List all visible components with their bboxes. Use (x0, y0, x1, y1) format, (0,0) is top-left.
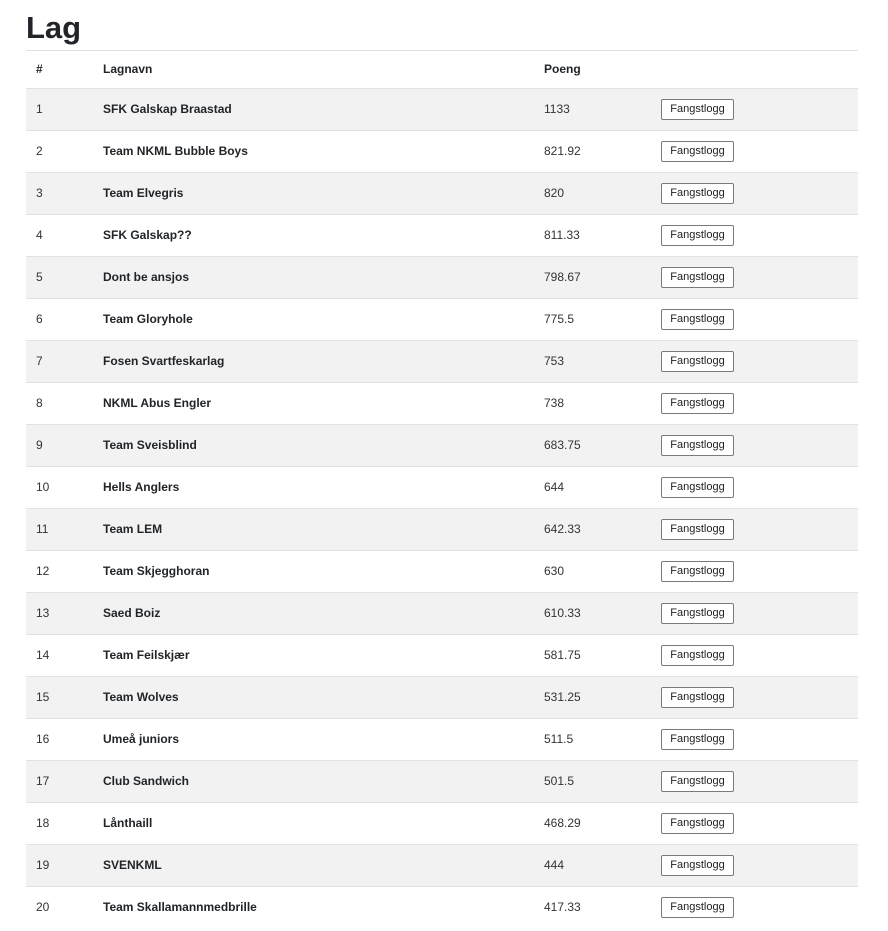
header-rank: # (26, 51, 93, 88)
team-points: 610.33 (534, 592, 651, 634)
catch-log-button[interactable]: Fangstlogg (661, 729, 734, 750)
catch-log-button[interactable]: Fangstlogg (661, 393, 734, 414)
team-name: SVENKML (93, 844, 534, 886)
action-cell (651, 844, 858, 886)
team-name: Hells Anglers (93, 466, 534, 508)
action-cell (651, 718, 858, 760)
catch-log-button[interactable]: Fangstlogg (661, 771, 734, 792)
team-rank: 7 (26, 340, 93, 382)
table-header (26, 51, 858, 88)
team-rank: 5 (26, 256, 93, 298)
action-cell (651, 592, 858, 634)
catch-log-button[interactable]: Fangstlogg (661, 561, 734, 582)
table-row (26, 508, 858, 550)
catch-log-button[interactable]: Fangstlogg (661, 855, 734, 876)
team-points: 753 (534, 340, 651, 382)
action-cell (651, 340, 858, 382)
catch-log-button[interactable]: Fangstlogg (661, 687, 734, 708)
team-points: 1133 (534, 88, 651, 130)
team-points: 820 (534, 172, 651, 214)
team-rank: 16 (26, 718, 93, 760)
team-points: 811.33 (534, 214, 651, 256)
table-row (26, 634, 858, 676)
action-cell (651, 466, 858, 508)
catch-log-button[interactable]: Fangstlogg (661, 183, 734, 204)
action-cell (651, 214, 858, 256)
team-points: 821.92 (534, 130, 651, 172)
catch-log-button[interactable]: Fangstlogg (661, 141, 734, 162)
table-row (26, 592, 858, 634)
catch-log-button[interactable]: Fangstlogg (661, 351, 734, 372)
table-row (26, 886, 858, 928)
team-points: 683.75 (534, 424, 651, 466)
header-team-name: Lagnavn (93, 51, 534, 88)
catch-log-button[interactable]: Fangstlogg (661, 519, 734, 540)
table-row (26, 88, 858, 130)
table-row (26, 130, 858, 172)
action-cell (651, 172, 858, 214)
catch-log-button[interactable]: Fangstlogg (661, 603, 734, 624)
team-rank: 12 (26, 550, 93, 592)
table-row (26, 676, 858, 718)
action-cell (651, 88, 858, 130)
table-row (26, 844, 858, 886)
team-points: 501.5 (534, 760, 651, 802)
team-rank: 17 (26, 760, 93, 802)
team-rank: 15 (26, 676, 93, 718)
teams-table (26, 51, 858, 928)
team-name: Dont be ansjos (93, 256, 534, 298)
team-points: 531.25 (534, 676, 651, 718)
catch-log-button[interactable]: Fangstlogg (661, 477, 734, 498)
header-row (26, 51, 858, 88)
team-name: Umeå juniors (93, 718, 534, 760)
team-points: 417.33 (534, 886, 651, 928)
table-row (26, 550, 858, 592)
team-name: NKML Abus Engler (93, 382, 534, 424)
team-rank: 11 (26, 508, 93, 550)
table-body (26, 88, 858, 928)
table-row (26, 760, 858, 802)
team-rank: 3 (26, 172, 93, 214)
team-points: 738 (534, 382, 651, 424)
team-points: 775.5 (534, 298, 651, 340)
team-rank: 9 (26, 424, 93, 466)
team-points: 468.29 (534, 802, 651, 844)
team-points: 581.75 (534, 634, 651, 676)
team-name: Club Sandwich (93, 760, 534, 802)
catch-log-button[interactable]: Fangstlogg (661, 897, 734, 918)
table-row (26, 424, 858, 466)
header-action (651, 51, 858, 88)
table-row (26, 172, 858, 214)
team-name: SFK Galskap?? (93, 214, 534, 256)
action-cell (651, 634, 858, 676)
action-cell (651, 298, 858, 340)
table-row (26, 340, 858, 382)
table-row (26, 256, 858, 298)
team-points: 642.33 (534, 508, 651, 550)
header-points: Poeng (534, 51, 651, 88)
action-cell (651, 676, 858, 718)
action-cell (651, 802, 858, 844)
team-rank: 10 (26, 466, 93, 508)
team-rank: 14 (26, 634, 93, 676)
team-name: Team Wolves (93, 676, 534, 718)
team-rank: 6 (26, 298, 93, 340)
team-points: 798.67 (534, 256, 651, 298)
catch-log-button[interactable]: Fangstlogg (661, 225, 734, 246)
team-points: 630 (534, 550, 651, 592)
table-row (26, 214, 858, 256)
page-container (26, 0, 858, 928)
team-points: 444 (534, 844, 651, 886)
team-name: Team Gloryhole (93, 298, 534, 340)
catch-log-button[interactable]: Fangstlogg (661, 309, 734, 330)
table-row (26, 466, 858, 508)
team-rank: 1 (26, 88, 93, 130)
catch-log-button[interactable]: Fangstlogg (661, 267, 734, 288)
table-row (26, 718, 858, 760)
action-cell (651, 760, 858, 802)
catch-log-button[interactable]: Fangstlogg (661, 435, 734, 456)
action-cell (651, 508, 858, 550)
table-row (26, 382, 858, 424)
action-cell (651, 886, 858, 928)
team-rank: 13 (26, 592, 93, 634)
action-cell (651, 550, 858, 592)
action-cell (651, 256, 858, 298)
team-name: Team Skallamannmedbrille (93, 886, 534, 928)
team-name: Team Skjegghoran (93, 550, 534, 592)
team-rank: 19 (26, 844, 93, 886)
team-points: 644 (534, 466, 651, 508)
team-name: Lånthaill (93, 802, 534, 844)
action-cell (651, 382, 858, 424)
team-rank: 2 (26, 130, 93, 172)
team-rank: 20 (26, 886, 93, 928)
team-name: Team LEM (93, 508, 534, 550)
team-name: Team Sveisblind (93, 424, 534, 466)
team-name: Team NKML Bubble Boys (93, 130, 534, 172)
team-name: SFK Galskap Braastad (93, 88, 534, 130)
catch-log-button[interactable]: Fangstlogg (661, 99, 734, 120)
team-name: Team Feilskjær (93, 634, 534, 676)
team-points: 511.5 (534, 718, 651, 760)
table-row (26, 802, 858, 844)
action-cell (651, 130, 858, 172)
catch-log-button[interactable]: Fangstlogg (661, 813, 734, 834)
catch-log-button[interactable]: Fangstlogg (661, 645, 734, 666)
team-rank: 8 (26, 382, 93, 424)
team-rank: 18 (26, 802, 93, 844)
team-rank: 4 (26, 214, 93, 256)
team-name: Saed Boiz (93, 592, 534, 634)
action-cell (651, 424, 858, 466)
team-name: Team Elvegris (93, 172, 534, 214)
table-row (26, 298, 858, 340)
page-title: Lag (26, 0, 858, 51)
team-name: Fosen Svartfeskarlag (93, 340, 534, 382)
